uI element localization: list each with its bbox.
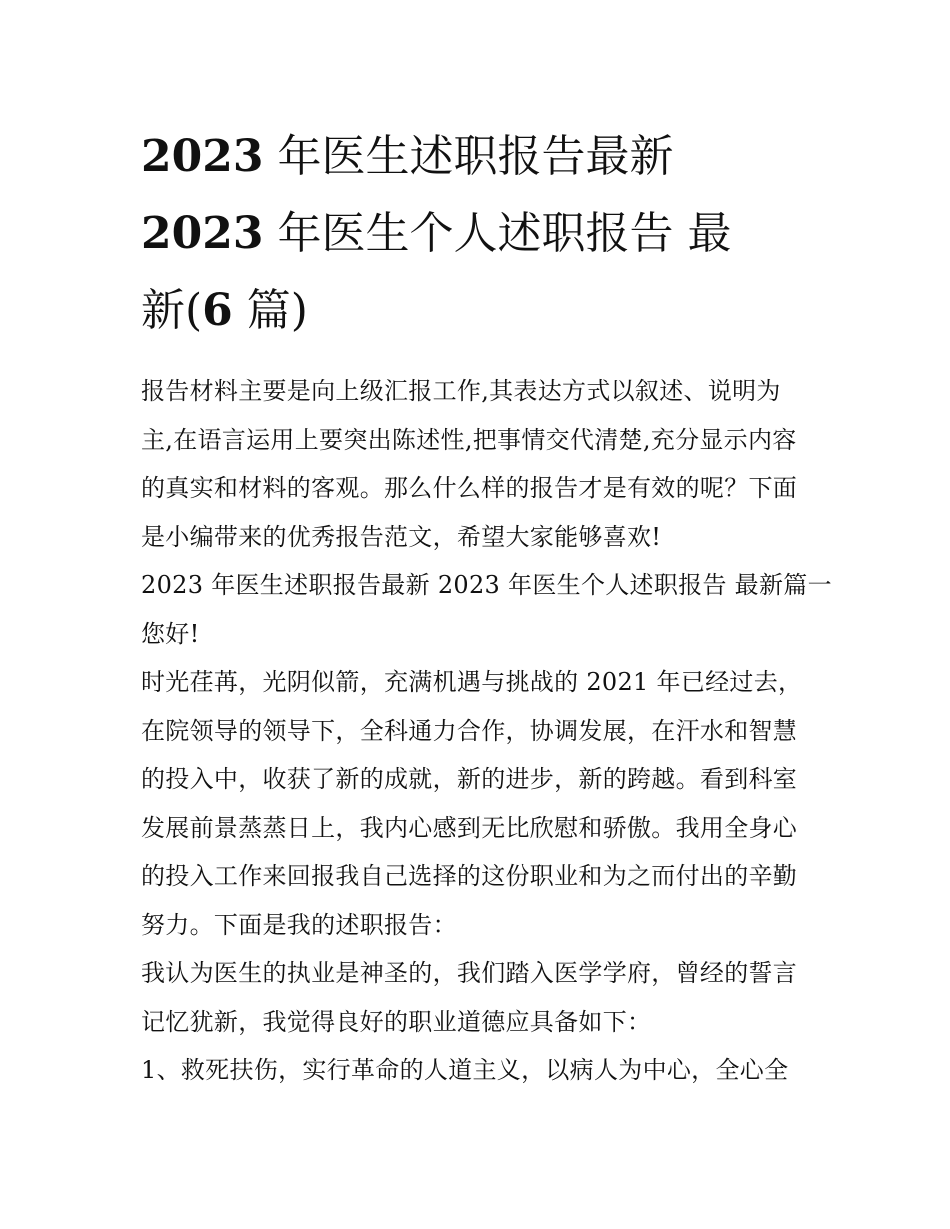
body-line-11: 的投入工作来回报我自己选择的这份职业和为之而付出的辛勤: [141, 862, 798, 890]
title-line-3: 新(6 篇): [141, 285, 308, 336]
title-line-1: 2023 年医生述职报告最新: [141, 131, 674, 182]
title-year: 2023: [141, 208, 264, 259]
document-page: [141, 118, 832, 1095]
body-line-8: 在院领导的领导下，全科通力合作，协调发展，在汗水和智慧: [141, 716, 798, 745]
body-line-9: 的投入中，收获了新的成就，新的进步，新的跨越。看到科室: [141, 765, 798, 793]
body-line-2: 主,在语言运用上要突出陈述性,把事情交代清楚,充分显示内容: [141, 425, 797, 454]
body-line-7: 时光荏苒，光阴似箭，充满机遇与挑战的 2021 年已经过去，: [141, 668, 803, 696]
title-line-2: 2023 年医生个人述职报告 最: [141, 208, 732, 259]
body-line-10: 发展前景蒸蒸日上，我内心感到无比欣慰和骄傲。我用全身心: [141, 813, 798, 842]
body-line-14: 记忆犹新，我觉得良好的职业道德应具备如下：: [141, 1007, 652, 1036]
body-line-13: 我认为医生的执业是神圣的，我们踏入医学学府，曾经的誓言: [141, 959, 798, 987]
body-line-1: 报告材料主要是向上级汇报工作,其表达方式以叙述、说明为: [141, 377, 781, 405]
title-count: 6: [202, 285, 233, 336]
body-line-12: 努力。下面是我的述职报告：: [141, 910, 457, 939]
document-body: [141, 367, 832, 1095]
body-line-15: 1、救死扶伤，实行革命的人道主义，以病人为中心，全心全: [141, 1056, 789, 1084]
body-line-4: 是小编带来的优秀报告范文，希望大家能够喜欢!: [141, 522, 662, 551]
body-line-3: 的真实和材料的客观。那么什么样的报告才是有效的呢？下面: [141, 474, 798, 502]
body-line-6: 您好!: [141, 619, 200, 648]
title-year: 2023: [141, 131, 264, 182]
document-title: [141, 118, 821, 349]
body-line-5: 2023 年医生述职报告最新 2023 年医生个人述职报告 最新篇一: [141, 571, 832, 599]
